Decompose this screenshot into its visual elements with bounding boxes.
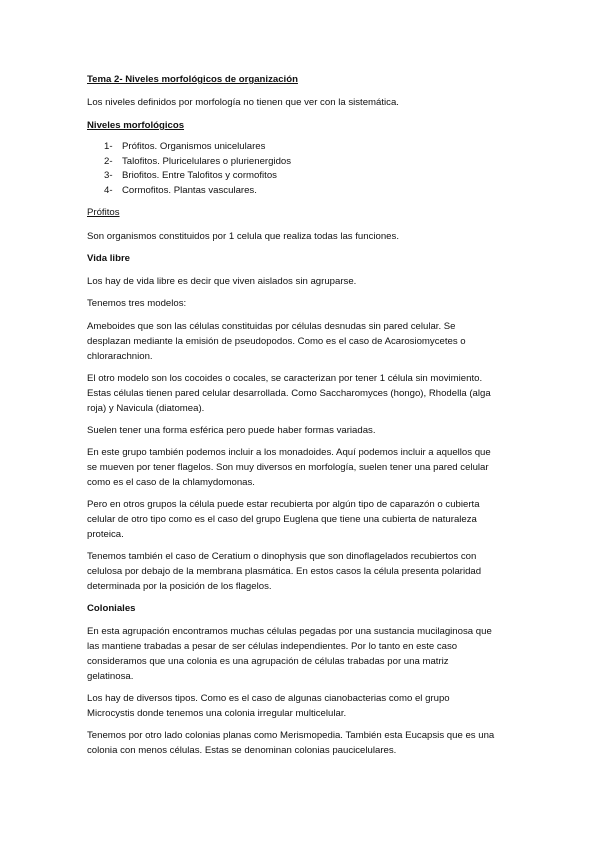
list-item: Talofitos. Pluricelulares o plurienergidos — [122, 156, 292, 167]
vida-libre-paragraph: Los hay de vida libre es decir que viven aislados sin agruparse. — [87, 276, 357, 287]
cocoides-line: El otro modelo son los cocoides o cocales, se caracterizan por tener 1 célula sin movimiento. — [87, 373, 483, 384]
cocoides-line: Estas células tienen pared celular desarrollada. Como Saccharomyces (hongo), Rhodella (alga — [87, 388, 491, 399]
microcystis-line: Los hay de diversos tipos. Como es el caso de algunas cianobacterias como el grupo — [87, 693, 450, 704]
monadoides-line: como es el caso de la chlamydomonas. — [87, 477, 255, 488]
list-item: Briofitos. Entre Talofitos y cormofitos — [122, 170, 277, 181]
profitos-heading: Prófitos — [87, 207, 120, 218]
ameboides-line: desplazan mediante la emisión de pseudopodos. Como es el caso de Acarosiomycetes o — [87, 336, 466, 347]
merismopedia-line: Tenemos por otro lado colonias planas como Merismopedia. También esta Eucapsis que es una — [87, 730, 495, 741]
euglena-line: Pero en otros grupos la célula puede estar recubierta por algún tipo de caparazón o cubierta — [87, 499, 480, 510]
list-number: 3- — [104, 170, 113, 181]
merismopedia-line: colonia con menos células. Estas se denominan colonias paucicelulares. — [87, 745, 397, 756]
monadoides-line: En este grupo también podemos incluir a los monadoides. Aquí podemos incluir a aquellos que — [87, 447, 491, 458]
list-number: 2- — [104, 156, 113, 167]
profitos-paragraph: Son organismos constituidos por 1 celula que realiza todas las funciones. — [87, 231, 399, 242]
list-number: 1- — [104, 141, 113, 152]
modelos-paragraph: Tenemos tres modelos: — [87, 298, 187, 309]
coloniales-line: las mantiene trabadas a pesar de ser células independientes. Por lo tanto en este caso — [87, 641, 458, 652]
section-heading: Niveles morfológicos — [87, 120, 185, 131]
microcystis-line: Microcystis donde tenemos una colonia irregular multicelular. — [87, 708, 347, 719]
ameboides-line: chlorarachnion. — [87, 351, 153, 362]
monadoides-line: se mueven por tener flagelos. Son muy diversos en morfología, suelen tener una pared celular — [87, 462, 489, 473]
coloniales-line: consideramos que una colonia es una agrupación de células trabadas por una matriz — [87, 656, 449, 667]
list-item: Prófitos. Organismos unicelulares — [122, 141, 266, 152]
vida-libre-heading: Vida libre — [87, 253, 131, 264]
ceratium-line: Tenemos también el caso de Ceratium o dinophysis que son dinoflagelados recubiertos con — [87, 551, 477, 562]
intro-paragraph: Los niveles definidos por morfología no tienen que ver con la sistemática. — [87, 97, 399, 108]
coloniales-heading: Coloniales — [87, 603, 136, 614]
euglena-line: proteica. — [87, 529, 124, 540]
list-number: 4- — [104, 185, 113, 196]
coloniales-line: En esta agrupación encontramos muchas células pegadas por una sustancia mucilaginosa que — [87, 626, 492, 637]
euglena-line: celular de otro tipo como es el caso del grupo Euglena que tiene una cubierta de naturaleza — [87, 514, 477, 525]
forma-paragraph: Suelen tener una forma esférica pero puede haber formas variadas. — [87, 425, 376, 436]
ceratium-line: determinada por la posición de los flagelos. — [87, 581, 272, 592]
coloniales-line: gelatinosa. — [87, 671, 134, 682]
ameboides-line: Ameboides que son las células constituidas por células desnudas sin pared celular. Se — [87, 321, 456, 332]
ceratium-line: celulosa por debajo de la membrana plasmática. En estos casos la célula presenta polaridad — [87, 566, 482, 577]
list-item: Cormofitos. Plantas vasculares. — [122, 185, 257, 196]
cocoides-line: roja) y Navicula (diatomea). — [87, 403, 205, 414]
page-title: Tema 2- Niveles morfológicos de organización — [87, 74, 298, 85]
